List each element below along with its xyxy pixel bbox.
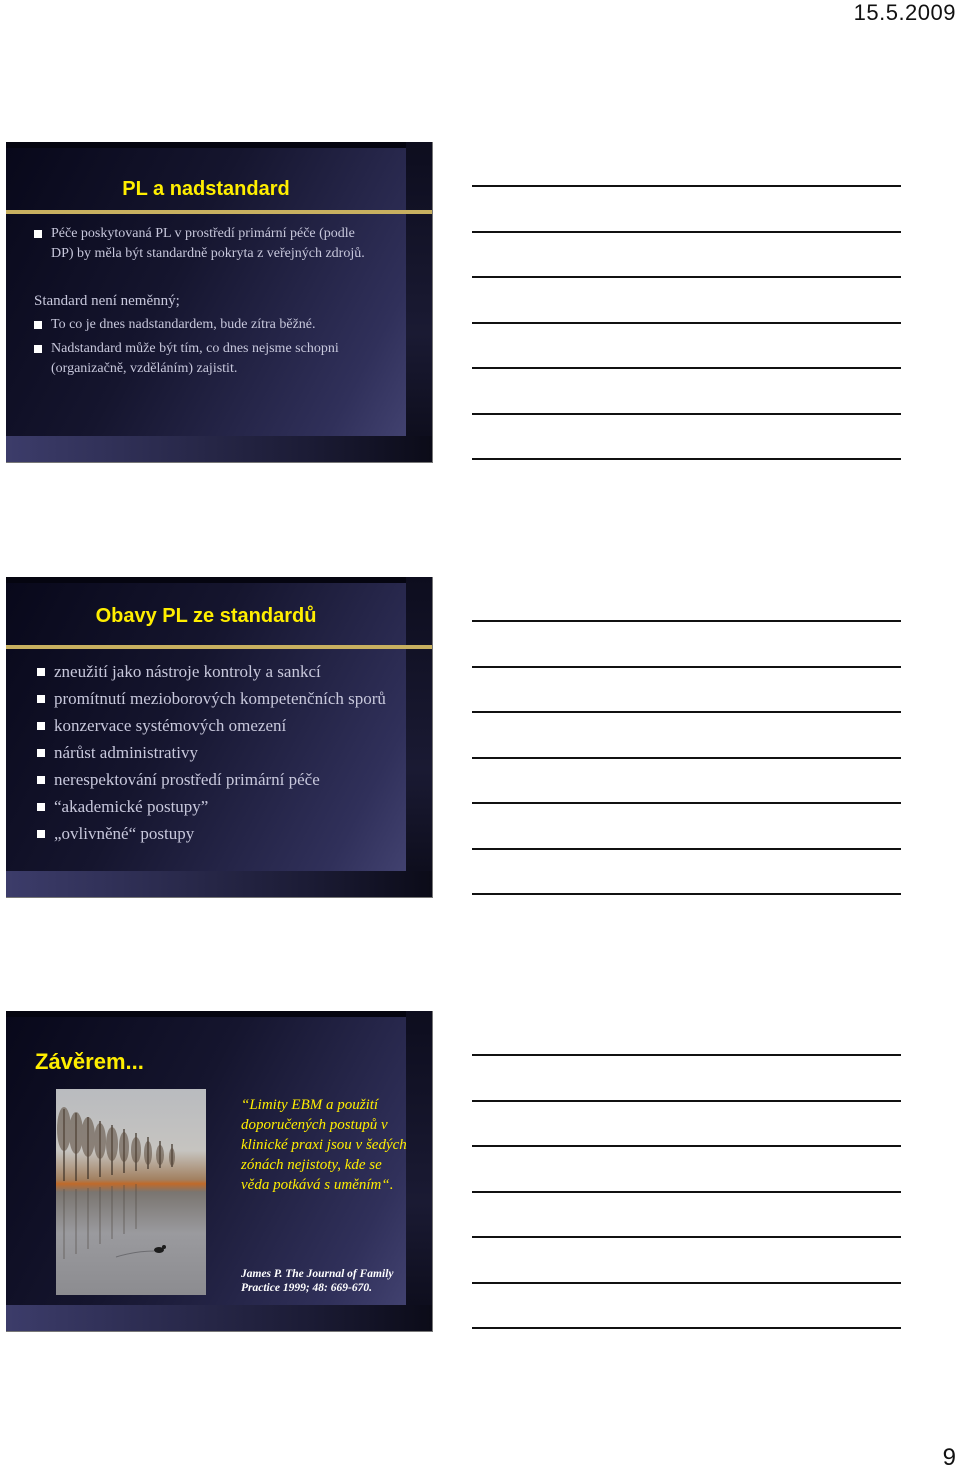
slide-2	[6, 577, 433, 898]
slide-3	[6, 1011, 433, 1332]
quote-text: “Limity EBM a použití doporučených postupů v klinické praxi jsou v šedých zónách nejistoty, kde se věda potkává s uměním“.	[241, 1097, 407, 1193]
section-heading: Standard není neměnný;	[34, 293, 180, 309]
bullet-square-icon	[37, 776, 45, 784]
landscape-photo-icon	[56, 1089, 206, 1295]
slide-title: PL a nadstandard	[122, 178, 290, 200]
title-divider	[6, 210, 432, 214]
bullet-square-icon	[34, 230, 42, 238]
bullet-square-icon	[34, 321, 42, 329]
bullet-square-icon	[37, 830, 45, 838]
bullet-item: zneužití jako nástroje kontroly a sankcí	[54, 660, 394, 683]
page-number: 9	[942, 1444, 956, 1471]
bullet-square-icon	[37, 722, 45, 730]
bullet-item: promítnutí mezioborových kompetenčních sporů	[54, 687, 394, 710]
bullet-item: konzervace systémových omezení	[54, 714, 394, 737]
citation-text: James P. The Journal of Family Practice 1999; 48: 669-670.	[241, 1268, 394, 1294]
bullet-item: nárůst administrativy	[54, 741, 394, 764]
slide-title: Závěrem...	[35, 1049, 144, 1074]
bullet-square-icon	[37, 803, 45, 811]
landscape-photo-svg	[56, 1089, 206, 1295]
header-date: 15.5.2009	[853, 0, 956, 25]
slide-title: Obavy PL ze standardů	[95, 605, 317, 627]
bullet-item: Péče poskytovaná PL v prostředí primární péče (podle DP) by měla být standardně pokryta z veřejných zdrojů.	[51, 224, 371, 264]
bullet-item: To co je dnes nadstandardem, bude zítra běžné.	[51, 315, 371, 335]
bullet-item: “akademické postupy”	[54, 795, 394, 818]
bullet-item: Nadstandard může být tím, co dnes nejsme schopni (organizačně, vzděláním) zajistit.	[51, 339, 351, 379]
slide-1	[6, 142, 433, 463]
bullet-square-icon	[37, 668, 45, 676]
bullet-item: nerespektování prostředí primární péče	[54, 768, 394, 791]
bullet-square-icon	[34, 345, 42, 353]
title-divider	[6, 645, 432, 649]
bullet-item: „ovlivněné“ postupy	[54, 822, 394, 845]
bullet-square-icon	[37, 695, 45, 703]
bullet-square-icon	[37, 749, 45, 757]
